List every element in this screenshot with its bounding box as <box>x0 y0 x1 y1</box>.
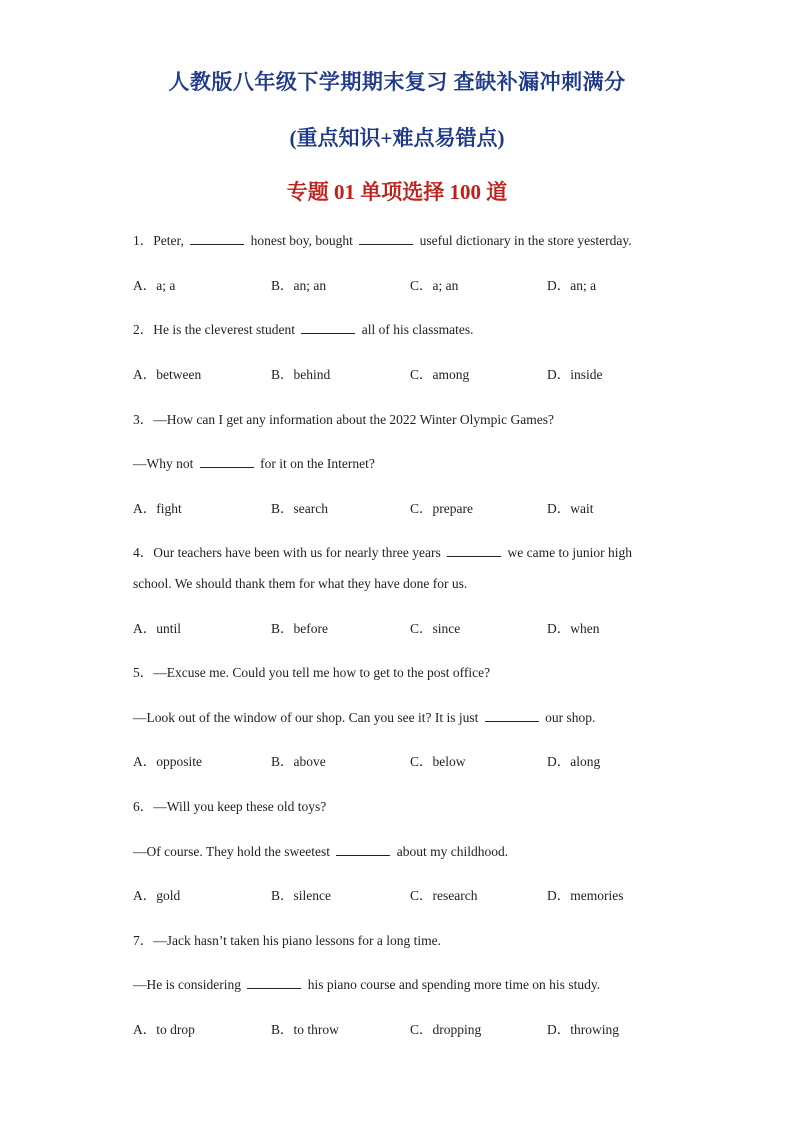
answer-blank <box>200 455 254 468</box>
option-c[interactable]: C．prepare <box>410 501 473 516</box>
option-d[interactable]: D．an; a <box>547 278 597 293</box>
answer-blank <box>247 976 301 989</box>
option-c[interactable]: C．among <box>410 367 470 382</box>
option-c[interactable]: C．below <box>410 754 466 769</box>
option-a[interactable]: A．until <box>133 621 182 636</box>
question-7-reply: —He is considering his piano course and spending more time on his study. <box>133 977 601 992</box>
answer-blank <box>359 232 413 245</box>
option-b[interactable]: B．search <box>271 501 328 516</box>
option-c[interactable]: C．a; an <box>410 278 459 293</box>
option-d[interactable]: D．throwing <box>547 1022 619 1037</box>
question-6-stem: 6．—Will you keep these old toys? <box>133 799 327 814</box>
option-b[interactable]: B．above <box>271 754 326 769</box>
option-c[interactable]: C．research <box>410 888 478 903</box>
option-d[interactable]: D．along <box>547 754 601 769</box>
option-a[interactable]: A．a; a <box>133 278 176 293</box>
option-b[interactable]: B．an; an <box>271 278 327 293</box>
question-5-stem: 5．—Excuse me. Could you tell me how to get to the post office? <box>133 665 491 680</box>
question-1-stem: 1．Peter, honest boy, bought useful dictionary in the store yesterday. <box>133 233 632 248</box>
option-a[interactable]: A．to drop <box>133 1022 195 1037</box>
option-d[interactable]: D．memories <box>547 888 624 903</box>
option-b[interactable]: B．silence <box>271 888 331 903</box>
option-d[interactable]: D．wait <box>547 501 594 516</box>
doc-subtitle: (重点知识+难点易错点) <box>289 126 505 150</box>
option-b[interactable]: B．to throw <box>271 1022 339 1037</box>
answer-blank <box>447 544 501 557</box>
question-4-stem: 4．Our teachers have been with us for nearly three years we came to junior high <box>133 545 632 560</box>
option-a[interactable]: A．opposite <box>133 754 202 769</box>
option-a[interactable]: A．fight <box>133 501 182 516</box>
topic-title: 专题 01 单项选择 100 道 <box>286 180 508 204</box>
answer-blank <box>301 321 355 334</box>
question-5-reply: —Look out of the window of our shop. Can you see it? It is just our shop. <box>133 710 596 725</box>
option-b[interactable]: B．before <box>271 621 328 636</box>
option-a[interactable]: A．between <box>133 367 202 382</box>
option-b[interactable]: B．behind <box>271 367 331 382</box>
question-3-stem: 3．—How can I get any information about the 2022 Winter Olympic Games? <box>133 412 554 427</box>
answer-blank <box>336 843 390 856</box>
question-7-stem: 7．—Jack hasn’t taken his piano lessons for a long time. <box>133 933 441 948</box>
question-6-reply: —Of course. They hold the sweetest about my childhood. <box>133 844 509 859</box>
option-a[interactable]: A．gold <box>133 888 181 903</box>
doc-title: 人教版八年级下学期期末复习 查缺补漏冲刺满分 <box>168 70 626 94</box>
answer-blank <box>485 709 539 722</box>
option-c[interactable]: C．dropping <box>410 1022 482 1037</box>
question-3-reply: —Why not for it on the Internet? <box>133 456 375 471</box>
option-d[interactable]: D．inside <box>547 367 603 382</box>
question-4-stem-cont: school. We should thank them for what they have done for us. <box>133 576 468 591</box>
option-d[interactable]: D．when <box>547 621 600 636</box>
option-c[interactable]: C．since <box>410 621 461 636</box>
question-2-stem: 2．He is the cleverest student all of his classmates. <box>133 322 474 337</box>
answer-blank <box>190 232 244 245</box>
